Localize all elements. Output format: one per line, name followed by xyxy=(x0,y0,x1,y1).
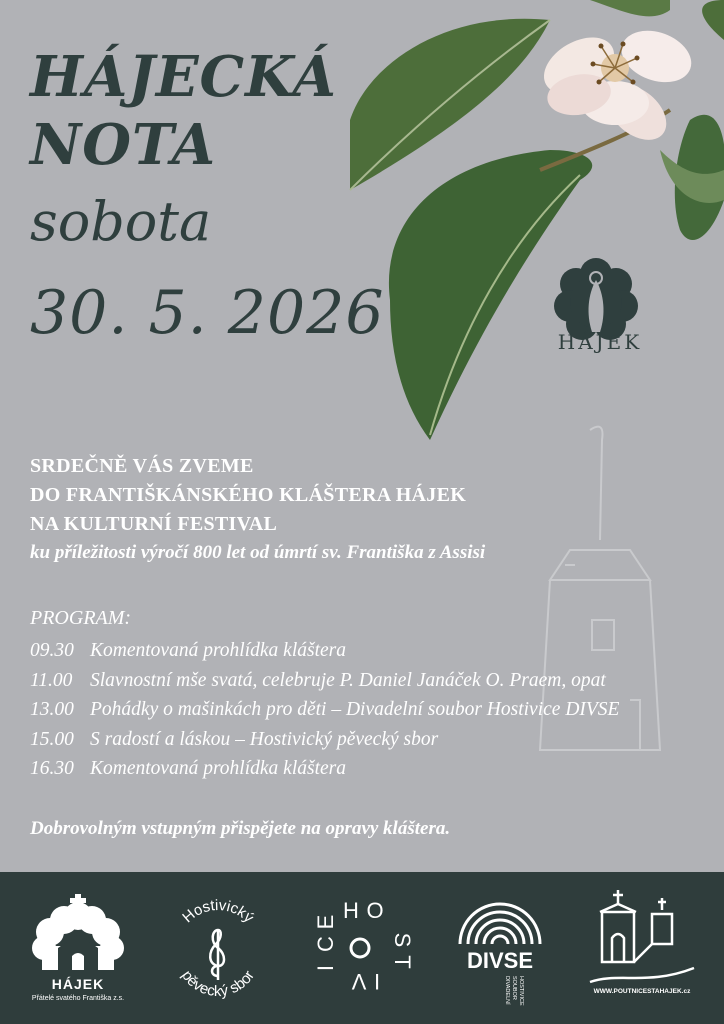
hajek-logo-text: HÁJEK xyxy=(557,330,643,354)
hostivice-letter: S xyxy=(390,932,415,948)
hostivice-letter: I xyxy=(373,969,381,994)
apple-blossom-illustration xyxy=(330,0,724,440)
svg-text:Hostivický xyxy=(179,897,257,927)
hostivice-logo xyxy=(305,888,415,1008)
choir-top-text: Hostivický xyxy=(179,896,257,927)
divse-name: DIVSE xyxy=(466,948,534,973)
divse-sub: SOUBOR xyxy=(511,976,517,1000)
divse-sub: HOSTIVICE xyxy=(518,976,524,1006)
program-item xyxy=(30,636,619,666)
program-item xyxy=(30,666,619,696)
chapel-icon xyxy=(588,888,696,988)
program-time: 13.00 xyxy=(30,699,74,720)
program-item xyxy=(30,725,619,755)
program-time: 16.30 xyxy=(30,758,74,779)
event-title-line2: NOTA xyxy=(30,112,217,178)
program-text: Komentovaná prohlídka kláštera xyxy=(90,640,346,661)
partner-logos-footer xyxy=(0,872,724,1024)
program-time: 11.00 xyxy=(30,669,73,691)
hostivice-center-ring-icon xyxy=(351,939,369,957)
invitation-line3: NA KULTURNÍ FESTIVAL xyxy=(30,513,278,535)
divse-logo xyxy=(450,888,550,1008)
hajek-church-icon xyxy=(28,888,128,976)
donation-note: Dobrovolným vstupným přispějete na opravy kláštera. xyxy=(30,818,451,839)
event-date: 30. 5. 2026 xyxy=(30,278,385,348)
hostivice-letter: E xyxy=(313,914,338,930)
invitation-line2: DO FRANTIŠKÁNSKÉHO KLÁŠTERA HÁJEK xyxy=(30,484,467,506)
event-title-line1: HÁJECKÁ xyxy=(30,44,337,110)
hajek-partner-logo xyxy=(28,888,138,1008)
treble-clef-icon xyxy=(210,930,224,980)
divse-arches-icon xyxy=(460,904,540,944)
divse-sub: DIVADELNÍ xyxy=(504,976,510,1005)
choir-logo xyxy=(158,888,278,1008)
program-item xyxy=(30,695,619,725)
choir-bottom-text: pěvecký sbor xyxy=(178,967,258,1001)
program-heading: PROGRAM: xyxy=(30,607,132,629)
program-time: 09.30 xyxy=(30,640,74,661)
program-text: Slavnostní mše svatá, celebruje P. Daniel Janáček O. Praem, opat xyxy=(90,669,606,691)
hostivice-letter: H xyxy=(343,898,359,923)
invitation-subline: ku příležitosti výročí 800 let od úmrtí sv. Františka z Assisi xyxy=(30,542,486,563)
hajek-footer-name: HÁJEK xyxy=(51,976,105,992)
program-text: Pohádky o mašinkách pro děti – Divadelní soubor Hostivice DIVSE xyxy=(90,699,620,720)
program-text: S radostí a láskou – Hostivický pěvecký sbor xyxy=(90,728,439,750)
poutni-cesta-logo xyxy=(588,888,698,1008)
program-time: 15.00 xyxy=(30,728,74,750)
invitation-line1: SRDEČNĚ VÁS ZVEME xyxy=(30,455,254,477)
hostivice-letter: O xyxy=(366,898,384,923)
program xyxy=(30,604,619,784)
program-item xyxy=(30,754,619,784)
hostivice-letter: C xyxy=(313,936,338,952)
poutni-cesta-url: WWW.POUTNICESTAHAJEK.cz xyxy=(593,988,691,995)
event-day: sobota xyxy=(30,190,212,253)
hostivice-letter: I xyxy=(313,964,338,972)
hostivice-letter: V xyxy=(351,969,367,994)
hostivice-letter: T xyxy=(390,955,415,969)
hajek-footer-subtitle: Přátelé svatého Františka z.s. xyxy=(31,995,125,1002)
invitation xyxy=(30,452,485,567)
program-text: Komentovaná prohlídka kláštera xyxy=(90,758,346,779)
